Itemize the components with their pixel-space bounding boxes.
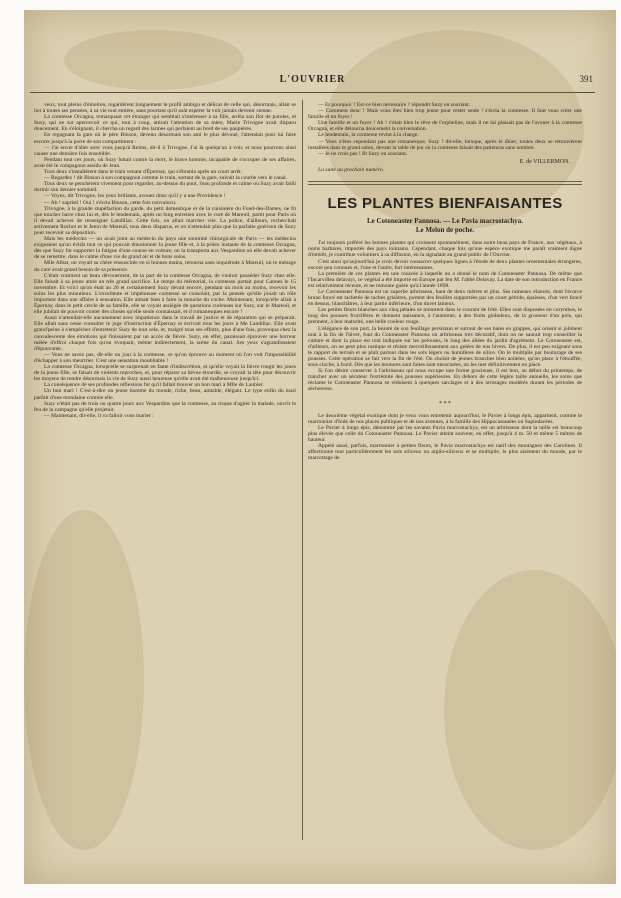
right-column xyxy=(308,102,582,461)
paragraph: — J'ai envie d'aller avec vous jusqu'à Reims, dit-il à Trivogne. J'ai là quelqu'un à voir, et nous pourrons ainsi causer une dernière fois ensemble. xyxy=(34,144,296,157)
paragraph: Aussi n'attendait-elle aucunement avec impatience dans le travail de justice et de réparation qui se préparait. Elle allait sans cesse consulter le juge d'instruction d'Épernay et écrivait tous les jours à Me Landillac. Elle avait grand'peine à s'empêcher d'entretenir Suzy de tout cela, et, malgré tous ses efforts, plus d'une fois, provoqua chez la convalescente des émotions qui finissaient par un accès de fièvre. Suzy, en effet, paraissait éprouver une horreur mêlée d'effroi chaque fois qu'on évoquait, même indirectement, la scène du canal. Ses yeux s'agrandissaient d'épouvante. xyxy=(34,315,296,352)
section-separator: * * * xyxy=(439,400,451,407)
paragraph: Appelé aussi, parfois, marronnier à petites fleurs, le Pavia macrostachya est natif des montagnes des Carolines. Il affectionne tout particulièrement les sols siliceux ou argilo-siliceux et se multiplie, le plus aisément du monde, par le marcottage de xyxy=(308,443,582,462)
article-subtitle xyxy=(308,217,582,234)
left-column xyxy=(34,102,296,419)
paragraph: — Voyez, dit Trivogne, les yeux brillants, avouez donc qu'il y a une Providence ! xyxy=(44,193,226,200)
paragraph: — Je ne crois pas ! fit Suzy en souriant. xyxy=(318,150,408,157)
paragraph: La première de ces plantes est une rosacée à laquelle on a donné le nom de Cotoneaster Pannosa. De même que l'Incarvillea delavayi, ce végétal a été importé en Europe par feu M. l'abbé Delavay. La date de son introduction en France est relativement récente, et ne remonte guère qu'à l'année 1898. xyxy=(308,270,582,289)
paragraph: L'élégance de son port, la beauté de son feuillage persistant et surtout de ses baies en grappes, qui ornent si joliment tout à la fin de l'hiver, font du Cotoneaster Pannosa un arbrisseau très décoratif, dont on ne saurait trop conseiller la culture et dont la place est tout indiquée sur les pelouses, le long des allées du jardin d'agrément. Le Cotoneaster est, d'ailleurs, on ne peut plus rustique et résiste merveilleusement aux gelées de nos hivers. De plus, il est peu exigeant sous le rapport du terrain et se plaît partout dans les sols légers ou humifères de silice. On le multiplie par bouturage de ses pousses. Cette opération se fait vers la fin de l'été. On choisit de jeunes branches bien aoûtées, qu'on place à l'étouffée, sous cloche, à froid. Dès que les boutures sont faites sont enracinées, on les met définitivement en place. xyxy=(308,325,582,369)
paragraph: La comtesse Orcagna, remarquant cet étranger qui semblait s'intéresser à sa fille, arrêta son flot de paroles, et Suzy, qui ne sut apercevoir ce qui, tout à coup, attirait l'attention de sa mère, Marie Trivogne avait disparu doucement. En s'éloignant, il chercha un regard des larmes qui perlaient au bord de ses paupières. xyxy=(34,114,296,133)
paragraph: En regagnant la gare où le père Binson, devenu désormais son ami le plus dévoué, l'attendait pour lui faire escorte jusqu'à la porte de son compartiment : xyxy=(34,132,296,145)
paragraph: Les petites fleurs blanches aux cinq pétales se montrent dans le courant de l'été. Elles sont disposées en corymbes, le long des pousses fructifères et donnent naissance, à l'automne, à des fruits globuleux, de la grosseur d'un pois, qui prennent, à leur maturité, une belle couleur rouge. xyxy=(308,307,582,326)
paragraph: Pendant tout ces jours, où Suzy luttait contre la mort, le brave homme, incapable de s'occuper de ses affaires, avait été le compagnon assidu de Jean. xyxy=(34,156,296,169)
paragraph: — Regardez ! dit Binson à son compagnon comme le train, sortant de la gare, suivait la courbe vers le canal. xyxy=(44,175,288,182)
column-divider xyxy=(302,100,303,840)
paragraph: Mlle Albat, on voyait sa chère ressuscitée en si bonnes mains, retourna sans inquiétude à Mareuil, où le ménage du curé avait grand besoin de sa présence. xyxy=(34,260,296,273)
page-number: 391 xyxy=(579,74,593,84)
paragraph: Si l'on désire conserver à l'arbrisseau qui nous occupe une forme gracieuse, il est bon, au début du printemps, de trancher avec un sécateur l'extrémité des pousses supérieures. En dehors de cette légère taille annuelle, les soins que réclame le Cotoneaster Pannosa se réduisent à quelques sarclages et à des arrosages modérés durant les périodes de sécheresse. xyxy=(308,368,582,393)
paragraph: Tous deux se penchèrent vivement pour regarder, au-dessus du pont, l'eau profonde et calme où Suzy avait failli dormir son dernier sommeil. xyxy=(34,181,296,194)
paragraph: C'est ainsi qu'aujourd'hui je crois devoir consacrer quelques lignes à l'étude de deux plantes ornementales étrangères, encore peu connues et, l'une et l'autre, fort intéressantes. xyxy=(308,258,582,271)
paragraph: veux, tout pleins d'émotion, regardèrent longuement le profil ambigu et délicat de celle qui, désormais, allait se lier à toutes ses pensées, à sa vie tout entière, sans pourtant qu'il osât espérer la voir jamais devenir sienne. xyxy=(34,102,296,115)
paragraph: — Comment donc ! Mais vous êtes bien trop jeune pour rester seule ! s'écria la comtesse. Il faut vous créer une famille et un foyer ! xyxy=(308,108,582,121)
paragraph: Le deuxième végétal exotique dont je veux vous entretenir aujourd'hui, le Pavier à longs épis, appartient, comme le marronnier d'Inde de nos places publiques et de nos avenues, à la famille des Hippocastanées ou Sapindacées. xyxy=(308,412,582,425)
paragraph: Trivogne, à la grande stupéfaction du garde, du petit domestique et de la cuisinière du Fond-des-Dames, ne fit que toucher barre chez lui et, dès le lendemain, après un long entretien avec le curé de Mareuil, partit pour Paris où il devait achever de renseigner Landillac. Cette fois, on allait marcher vite. La police, d'ailleurs, recherchait activement Ruchot et le Jeton de Mareuil, tous deux disparus, et on n'attendait plus que la parfaite guérison de Suzy pour recevoir sa déposition. xyxy=(34,205,296,236)
newspaper-title: L'OUVRIER xyxy=(279,74,346,85)
paragraph: J'ai toujours préféré les bonnes plantes qui croissent spontanément, dans notre beau pays de France, aux végétaux, à noms barbares, importés des pays lointains. Cependant, chaque fois qu'une espèce exotique me paraît vraiment digne d'intérêt, je contribue volontiers à sa diffusion, en la signalant au grand public de l'Ouvrier. xyxy=(308,240,582,259)
paragraph: Le Pavier à longs épis, dénommé par les savants Pavia macrostachya, est un arbrisseau dont la taille est beaucoup plus élevée que celle du Cotoneaster Pannosa. Le Pavier atteint souvent, en effet, jusqu'à 4 m. 50 et même 5 mètres de hauteur. xyxy=(308,424,582,444)
subtitle-line: Le Cotoneaster Pannosa. — Le Pavia macrostachya. xyxy=(366,217,524,226)
paragraph: Le Cotoneaster Pannosa est un superbe arbrisseau, haut de deux mètres et plus. Ses rameaux élancés, dont l'écorce brune foncé est tachetée de taches grisâtres, portent des feuilles supportées par un court pétiole, épaisses, d'un vert foncé en dessus, blanchâtres, à leur partie inférieure, d'un duvet laineux. xyxy=(308,288,582,308)
paper-stain xyxy=(24,510,144,850)
paragraph: La conséquence de ses profondes réflexions fut qu'il fallait trouver un bon mari à Mlle de Laubier. xyxy=(44,382,264,389)
paragraph: — Ah ! sapristi ! Oui ! s'écria Binson, cette fois convaincu. xyxy=(44,199,177,206)
paragraph: Un bon mari ! C'est-à-dire un jeune homme du monde, riche, beau, aimable, élégant. Le type enfin du mari parfait d'une mondaine comme elle. xyxy=(34,388,296,401)
paragraph: La comtesse Orcagna, lorsqu'elle se surprenait en faute d'indiscrétion, et qu'elle voyait la fièvre rougir les joues de la jeune fille, se faisait de violents reproches, et, pour réparer sa bévue étourdie, se croyait la tête pour découvrir les moyens de rendre désormais la vie de Suzy aussi heureuse qu'elle avait été malheureuse jusqu'ici. xyxy=(34,364,296,383)
paragraph: Le lendemain, la comtesse revint à la charge. xyxy=(318,132,419,139)
paragraph: — Vous n'êtes cependant pas une romanesque, Suzy ! dit-elle, lorsque, après le dîner, toutes deux se retrouvèrent installées dans le grand salon, devant la table de jeu où la comtesse faisait des patiences sans nombre. xyxy=(308,138,582,151)
paragraph: Tous deux s'installèrent dans le train venant d'Épernay, qui s'ébranla après un court arrêt. xyxy=(44,169,243,176)
paragraph: Mais les médecins — on avait joint au médecin du pays une sommité chirurgicale de Paris — les médecins exigeaient qu'on évitât tout ce qui pouvait émotionner la jeune fille et, à la prière instante de la comtesse Orcagna, dès que Suzy fut supporter la fatigue d'une course en voiture, on la transporta aux Vespardins où elle devait achever de se remettre, dans le calme d'une vie de grand air et de bons soins. xyxy=(34,236,296,261)
continued-note: La suite au prochain numéro. xyxy=(318,166,384,173)
paragraph: — Maintenant, dit-elle, il va falloir vous marier : xyxy=(44,412,154,419)
paragraph: — Et pourquoi ? Est-ce bien nécessaire ? répondit Suzy en souriant. xyxy=(318,102,471,108)
paragraph: — Vous ne savez pas, dit-elle un jour à la comtesse, ce qu'on éprouve au moment où l'on voit l'impossibilité d'échapper à son meurtrier. C'est une sensation inoubliable ! xyxy=(34,351,296,364)
paper-stain xyxy=(444,570,616,850)
paragraph: Une famille et un foyer ! Ah ! c'était bien le rêve de l'orpheline, mais il ne lui plaisait pas de l'avouer à la comtesse Orcagna, et elle détourna doucement la conversation. xyxy=(308,120,582,133)
article-title: LES PLANTES BIENFAISANTES xyxy=(327,195,563,213)
page-header xyxy=(30,74,595,93)
divider-line xyxy=(308,184,582,185)
author-signature: E. de VILLERMON. xyxy=(519,158,570,165)
paragraph: C'était vraiment un beau dévouement, de la part de la comtesse Orcagna, de vouloir posséder Suzy chez elle. Elle faisait à sa jeune amie un très grand sacrifice. Le temps du mémorial, la comtesse partait pour Cannes le 15 novembre. Et voici qu'on était au 20 et certainement Suzy devait encore, pendant un mois au moins, recevoir les soins les plus minutieux. L'excellente et impétueuse comtesse se consolait, par la pensée qu'elle jouait un rôle important dans une affaire à sensation. Elle aimait bien à faire la mouche du coche. Maintenant, lorsqu'elle allait à Épernay, dans le petit cercle de sa famille, elle se voyait assiégée de questions curieuses sur Suzy, sur le Mareuil, et elle jubilait de pouvoir conter des choses qu'elle seule connaissait, et il romanesques encore ! xyxy=(34,272,296,316)
divider-line xyxy=(308,181,582,182)
paragraph: Suzy n'était pas de trois ou quatre jours aux Vespardins que la comtesse, au risque d'agiter la malade, ouvrit le feu de la campagne qu'elle projetait. xyxy=(34,400,296,413)
subtitle-line: Le Melon de poche. xyxy=(415,225,475,234)
